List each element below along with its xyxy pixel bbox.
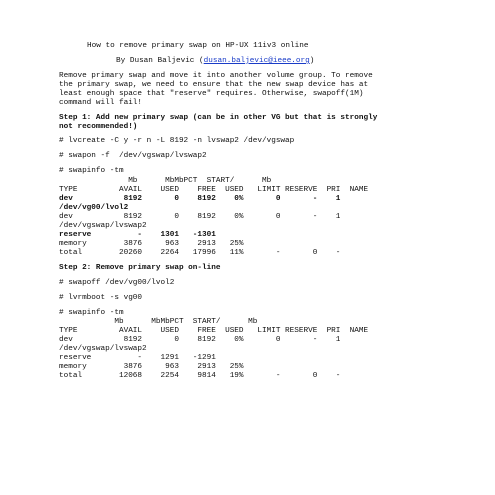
step2-command-swapinfo: # swapinfo -tm: [59, 309, 124, 317]
author-suffix: ): [309, 57, 315, 65]
swapinfo2-row-dev: dev 8192 0 8192 0% 0 - 1: [59, 336, 341, 344]
author-line: [116, 57, 314, 66]
swapinfo2-row-dev-name: /dev/vgswap/lvswap2: [59, 345, 147, 353]
intro-line: Remove primary swap and move it into another volume group. To remove: [59, 72, 373, 80]
swapinfo2-row-reserve: reserve - 1291 -1291: [59, 354, 216, 362]
swapinfo1-row-primary-dev: dev 8192 0 8192 0% 0 - 1: [59, 195, 341, 203]
intro-line: the primary swap, we need to ensure that the new swap device has at: [59, 81, 369, 89]
step2-command-swapoff: # swapoff /dev/vg00/lvol2: [59, 279, 175, 287]
swapinfo1-row-total: total 20260 2264 17996 11% - 0 -: [59, 249, 341, 257]
swapinfo2-header-units: Mb MbMbPCT START/ Mb: [59, 318, 258, 326]
intro-line: least enough space that "reserve" requires. Otherwise, swapoff(1M): [59, 90, 364, 98]
intro-line: command will fail!: [59, 99, 143, 107]
step1-heading: not recommended!): [59, 123, 138, 131]
swapinfo1-row-primary-name: /dev/vg00/lvol2: [59, 204, 129, 212]
swapinfo1-header-units: Mb MbMbPCT START/ Mb: [59, 177, 272, 185]
swapinfo2-row-total: total 12068 2254 9814 19% - 0 -: [59, 372, 341, 380]
swapinfo1-row-dev: dev 8192 0 8192 0% 0 - 1: [59, 213, 341, 221]
step2-command-lvrmboot: # lvrmboot -s vg00: [59, 294, 143, 302]
swapinfo2-row-memory: memory 3876 963 2913 25%: [59, 363, 244, 371]
step2-heading: Step 2: Remove primary swap on-line: [59, 264, 221, 272]
step1-command-swapinfo: # swapinfo -tm: [59, 167, 124, 175]
author-email-link[interactable]: dusan.baljevic@ieee.org: [203, 57, 310, 65]
author-prefix: By Dusan Baljevic (: [116, 57, 204, 65]
document-title: How to remove primary swap on HP-UX 11iv3 online: [87, 42, 309, 50]
swapinfo2-header-columns: TYPE AVAIL USED FREE USED LIMIT RESERVE PRI NAME: [59, 327, 369, 335]
swapinfo1-row-dev-name: /dev/vgswap/lvswap2: [59, 222, 147, 230]
step1-heading: Step 1: Add new primary swap (can be in other VG but that is strongly: [59, 114, 378, 122]
step1-command-swapon: # swapon -f /dev/vgswap/lvswap2: [59, 152, 207, 160]
step1-command-lvcreate: # lvcreate -C y -r n -L 8192 -n lvswap2 /dev/vgswap: [59, 137, 295, 145]
swapinfo1-header-columns: TYPE AVAIL USED FREE USED LIMIT RESERVE PRI NAME: [59, 186, 369, 194]
swapinfo1-row-reserve: reserve - 1301 -1301: [59, 231, 216, 239]
swapinfo1-row-memory: memory 3876 963 2913 25%: [59, 240, 244, 248]
